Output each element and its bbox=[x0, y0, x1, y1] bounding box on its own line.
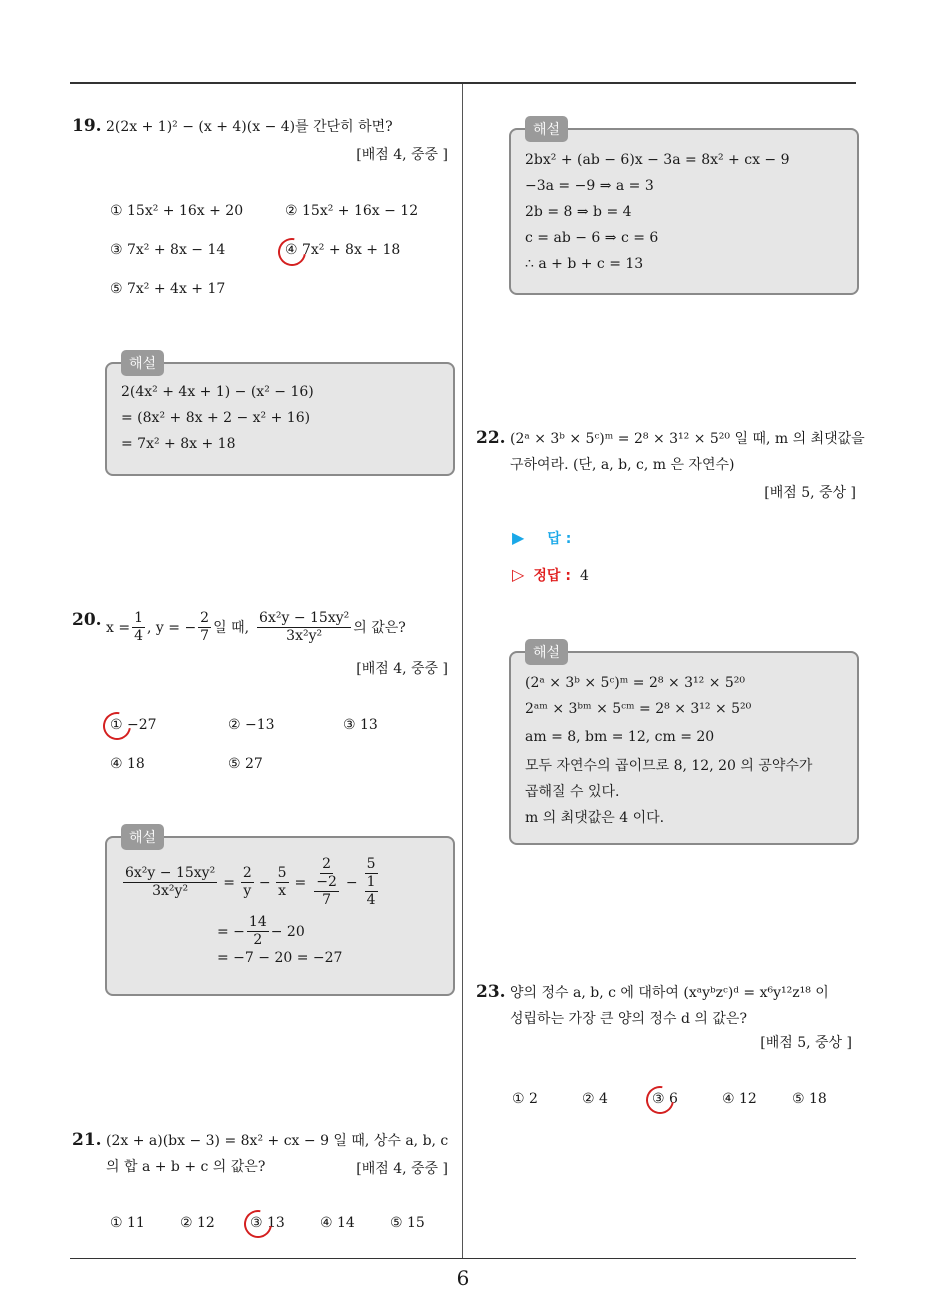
q20-frac-expr bbox=[257, 610, 351, 645]
q21-choice-1[interactable]: ① 11 bbox=[110, 1215, 145, 1231]
q23-selected-mark bbox=[641, 1081, 680, 1120]
q19-choice-2[interactable]: ② 15x² + 16x − 12 bbox=[285, 203, 419, 219]
q20-solution-line-2 bbox=[217, 914, 305, 949]
q22-solution-line-2: 2ᵃᵐ × 3ᵇᵐ × 5ᶜᵐ = 2⁸ × 3¹² × 5²⁰ bbox=[525, 701, 752, 717]
q20-sol-frac-complex-2 bbox=[363, 856, 380, 909]
q22-solution-box bbox=[509, 645, 859, 845]
q23-number: 23. bbox=[476, 982, 506, 1002]
q21-solution-line-3: 2b = 8 ⇒ b = 4 bbox=[525, 204, 632, 220]
q20-sol-eq-2: = bbox=[294, 874, 307, 891]
column-divider bbox=[462, 84, 463, 1258]
q19-solution-tag: 해설 bbox=[121, 350, 164, 376]
top-rule bbox=[70, 82, 856, 84]
q20-text-x: x = bbox=[106, 619, 131, 636]
q22-solution-line-4: 모두 자연수의 곱이므로 8, 12, 20 의 공약수가 bbox=[525, 758, 813, 774]
q20-sol-eq-1: = bbox=[223, 874, 235, 891]
q20-text-when: 일 때, bbox=[213, 619, 250, 636]
q20-number: 20. bbox=[72, 610, 102, 630]
q21-number: 21. bbox=[72, 1130, 102, 1150]
q20-sol-frac-5x-den: x bbox=[278, 883, 286, 899]
q23-text-2: 성립하는 가장 큰 양의 정수 d 의 값은? bbox=[510, 1011, 747, 1027]
q19-number: 19. bbox=[72, 116, 102, 136]
q20-sol-frac-14-2 bbox=[247, 914, 269, 949]
q23-choice-3[interactable]: ③ 6 bbox=[652, 1091, 678, 1107]
q22-text-2: 구하여라. (단, a, b, c, m 은 자연수) bbox=[510, 457, 735, 473]
q19-choice-4[interactable]: ④ 7x² + 8x + 18 bbox=[285, 242, 401, 258]
q20-choice-5[interactable]: ⑤ 27 bbox=[228, 756, 263, 772]
q20-meta: [배점 4, 중중 ] bbox=[356, 661, 448, 677]
q22-solution-line-1: (2ᵃ × 3ᵇ × 5ᶜ)ᵐ = 2⁸ × 3¹² × 5²⁰ bbox=[525, 675, 746, 691]
q19-choice-1[interactable]: ① 15x² + 16x + 20 bbox=[110, 203, 244, 219]
q20-sol-minus-1: − bbox=[258, 874, 271, 891]
q20-sol-frac-complex-1-num: 2 bbox=[322, 856, 332, 872]
q22-solution-tag: 해설 bbox=[525, 639, 568, 665]
q21-selected-mark bbox=[239, 1205, 278, 1244]
q23-choice-4[interactable]: ④ 12 bbox=[722, 1091, 757, 1107]
q20-solution-tag: 해설 bbox=[121, 824, 164, 850]
q20-sol-line2-pre: = − bbox=[217, 923, 245, 940]
q20-frac-expr-num: 6x²y − 15xy² bbox=[259, 610, 350, 626]
q21-solution-line-2: −3a = −9 ⇒ a = 3 bbox=[525, 178, 654, 194]
q21-solution-line-1: 2bx² + (ab − 6)x − 3a = 8x² + cx − 9 bbox=[525, 152, 790, 168]
q21-choice-2[interactable]: ② 12 bbox=[180, 1215, 215, 1231]
q20-sol-frac-complex-2-den-num: 1 bbox=[366, 874, 376, 890]
q20-frac-x-num: 1 bbox=[134, 610, 143, 626]
q20-sol-frac-expr bbox=[123, 865, 217, 900]
q20-solution-line-1 bbox=[121, 856, 382, 909]
q23-choice-2[interactable]: ② 4 bbox=[582, 1091, 608, 1107]
q20-sol-frac-complex-1 bbox=[312, 856, 341, 909]
q20-sol-frac-expr-num: 6x²y − 15xy² bbox=[125, 865, 216, 881]
q21-solution-line-5: ∴ a + b + c = 13 bbox=[525, 256, 644, 272]
q20-choice-2[interactable]: ② −13 bbox=[228, 717, 275, 733]
q20-sol-minus-2: − bbox=[345, 874, 358, 891]
q20-sol-frac-expr-den: 3x²y² bbox=[152, 883, 189, 899]
q20-sol-frac-2y bbox=[241, 865, 254, 900]
q22-answer-row bbox=[512, 528, 571, 548]
q22-solution-line-5: 곱해질 수 있다. bbox=[525, 784, 620, 800]
q21-text: (2x + a)(bx − 3) = 8x² + cx − 9 일 때, 상수 a, b, c bbox=[106, 1133, 449, 1149]
q22-key-value: 4 bbox=[580, 568, 589, 584]
q22-answer-label: 답 : bbox=[547, 531, 572, 547]
q20-sol-frac-5x bbox=[276, 865, 289, 900]
q20-choice-1[interactable]: ① −27 bbox=[110, 717, 157, 733]
q22-number: 22. bbox=[476, 428, 506, 448]
q21-choice-5[interactable]: ⑤ 15 bbox=[390, 1215, 425, 1231]
q19-solution-line-1: 2(4x² + 4x + 1) − (x² − 16) bbox=[121, 384, 314, 400]
q20-solution-line-3: = −7 − 20 = −27 bbox=[217, 950, 343, 966]
q20-frac-y bbox=[198, 610, 211, 645]
q23-meta: [배점 5, 중상 ] bbox=[760, 1035, 852, 1051]
q19-choice-5[interactable]: ⑤ 7x² + 4x + 17 bbox=[110, 281, 226, 297]
q22-solution-line-6: m 의 최댓값은 4 이다. bbox=[525, 810, 665, 826]
q20-text bbox=[106, 610, 406, 645]
q20-frac-x bbox=[132, 610, 145, 645]
q20-frac-expr-den: 3x²y² bbox=[286, 628, 323, 644]
q21-text-2: 의 합 a + b + c 의 값은? bbox=[106, 1159, 266, 1175]
q20-text-end: 의 값은? bbox=[353, 619, 406, 636]
key-arrow-icon: ▷ bbox=[512, 565, 525, 584]
q20-sol-frac-2y-den: y bbox=[243, 883, 252, 899]
q19-text: 2(2x + 1)² − (x + 4)(x − 4)를 간단히 하면? bbox=[106, 119, 393, 135]
q20-sol-frac-14-2-den: 2 bbox=[253, 932, 263, 948]
q21-solution-tag: 해설 bbox=[525, 116, 568, 142]
q20-frac-y-num: 2 bbox=[200, 610, 210, 626]
page-number: 6 bbox=[456, 1266, 470, 1290]
q23-choice-5[interactable]: ⑤ 18 bbox=[792, 1091, 827, 1107]
q21-solution-line-4: c = ab − 6 ⇒ c = 6 bbox=[525, 230, 659, 246]
q20-sol-frac-complex-1-den-num: −2 bbox=[316, 874, 337, 890]
answer-arrow-icon: ▶ bbox=[512, 528, 525, 547]
q20-sol-frac-complex-1-den-den: 7 bbox=[322, 892, 332, 908]
q22-text: (2ᵃ × 3ᵇ × 5ᶜ)ᵐ = 2⁸ × 3¹² × 5²⁰ 일 때, m 의 최댓값을 bbox=[510, 431, 865, 447]
q21-choice-3[interactable]: ③ 13 bbox=[250, 1215, 285, 1231]
q20-sol-frac-14-2-num: 14 bbox=[248, 914, 267, 930]
q22-meta: [배점 5, 중상 ] bbox=[764, 485, 856, 501]
q19-solution-box bbox=[105, 356, 455, 476]
q20-sol-frac-complex-2-den-den: 4 bbox=[366, 892, 376, 908]
q20-sol-frac-5x-num: 5 bbox=[277, 865, 287, 881]
bottom-rule bbox=[70, 1258, 856, 1259]
q20-solution-box bbox=[105, 830, 455, 996]
q20-sol-frac-complex-2-num: 5 bbox=[366, 856, 376, 872]
q19-meta: [배점 4, 중중 ] bbox=[356, 147, 448, 163]
q20-choice-3[interactable]: ③ 13 bbox=[343, 717, 378, 733]
q20-sol-line2-post: − 20 bbox=[270, 923, 305, 940]
q22-solution-line-3: am = 8, bm = 12, cm = 20 bbox=[525, 729, 715, 745]
q20-selected-mark bbox=[98, 707, 137, 746]
q22-key-row bbox=[512, 565, 589, 585]
q22-key-label: 정답 : bbox=[533, 568, 571, 584]
q19-choice-3[interactable]: ③ 7x² + 8x − 14 bbox=[110, 242, 226, 258]
q21-choice-4[interactable]: ④ 14 bbox=[320, 1215, 355, 1231]
q19-selected-mark bbox=[273, 233, 312, 272]
q23-text: 양의 정수 a, b, c 에 대하여 (xᵃyᵇzᶜ)ᵈ = x⁶y¹²z¹⁸ 이 bbox=[510, 985, 829, 1001]
q19-solution-line-2: = (8x² + 8x + 2 − x² + 16) bbox=[121, 410, 311, 426]
q20-sol-frac-complex-1-den bbox=[312, 874, 341, 909]
q20-sol-frac-complex-2-den bbox=[363, 874, 380, 909]
q19-solution-line-3: = 7x² + 8x + 18 bbox=[121, 436, 236, 452]
q21-meta: [배점 4, 중중 ] bbox=[356, 1161, 448, 1177]
q20-choice-4[interactable]: ④ 18 bbox=[110, 756, 145, 772]
q20-text-y: , y = − bbox=[147, 619, 197, 636]
q20-frac-y-den: 7 bbox=[200, 628, 210, 644]
q23-choice-1[interactable]: ① 2 bbox=[512, 1091, 538, 1107]
q20-sol-frac-2y-num: 2 bbox=[242, 865, 252, 881]
q20-frac-x-den: 4 bbox=[134, 628, 143, 644]
q21-solution-box bbox=[509, 122, 859, 295]
